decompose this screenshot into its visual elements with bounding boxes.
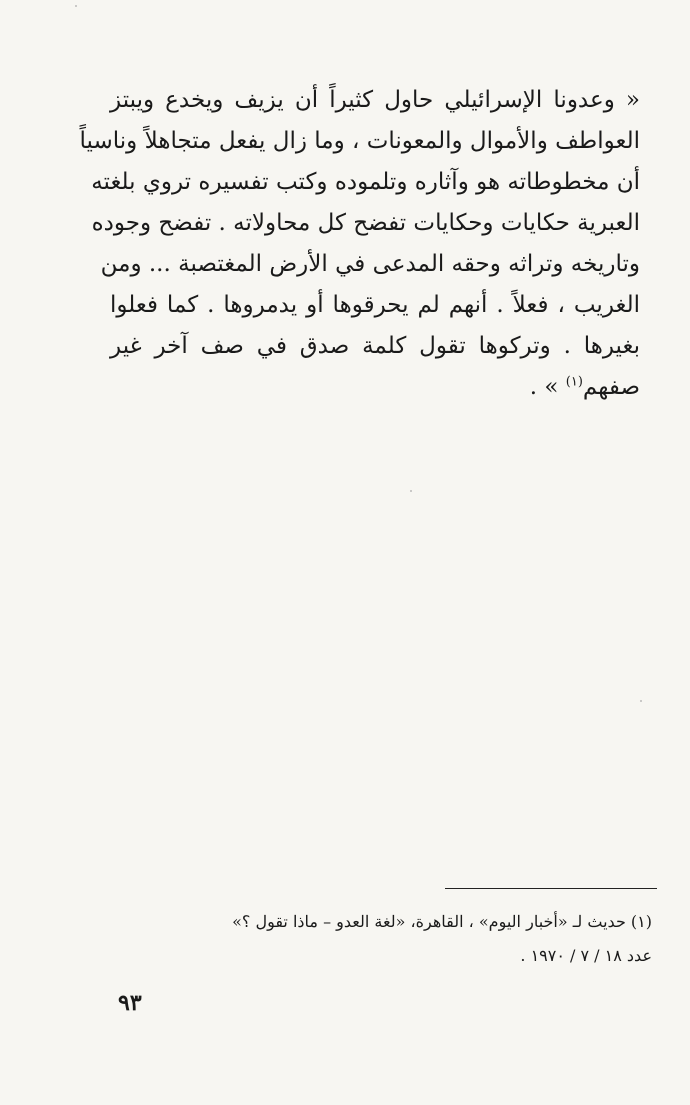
footnote-divider [445,888,657,889]
body-line: « وعدونا الإسرائيلي حاول كثيراً أن يزيف ويخدع ويبتز [110,87,640,113]
footnote-reference: (١) [565,374,583,390]
closing-quote: » . [529,374,566,400]
body-line-final-text: صفهم [582,374,640,400]
body-line: أن مخطوطاته هو وآثاره وتلموده وكتب تفسيره تروي بلغته [91,169,640,195]
body-line: وتاريخه وتراثه وحقه المدعى في الأرض المغتصبة ... ومن [100,251,640,277]
body-line: الغريب ، فعلاً . أنهم لم يحرقوها أو يدمروها . كما فعلوا [110,292,640,318]
body-line: العبرية حكايات وحكايات تفضح كل محاولاته . تفضح وجوده [91,210,640,236]
page-number: ٩٣ [118,990,142,1016]
paper-speck [75,5,77,7]
paper-speck [410,490,412,492]
footnote [100,905,652,973]
footnote-line: عدد ١٨ / ٧ / ١٩٧٠ . [520,946,652,965]
body-line-final [110,367,640,408]
body-line: العواطف والأموال والمعونات ، وما زال يفعل متجاهلاً وناسياً [79,128,640,154]
body-paragraph [79,80,640,408]
body-line: بغيرها . وتركوها تقول كلمة صدق في صف آخر غير [110,333,640,359]
footnote-line: (١) حديث لـ «أخبار اليوم» ، القاهرة، «لغة العدو – ماذا تقول ؟» [232,912,652,931]
paper-speck [640,700,642,702]
